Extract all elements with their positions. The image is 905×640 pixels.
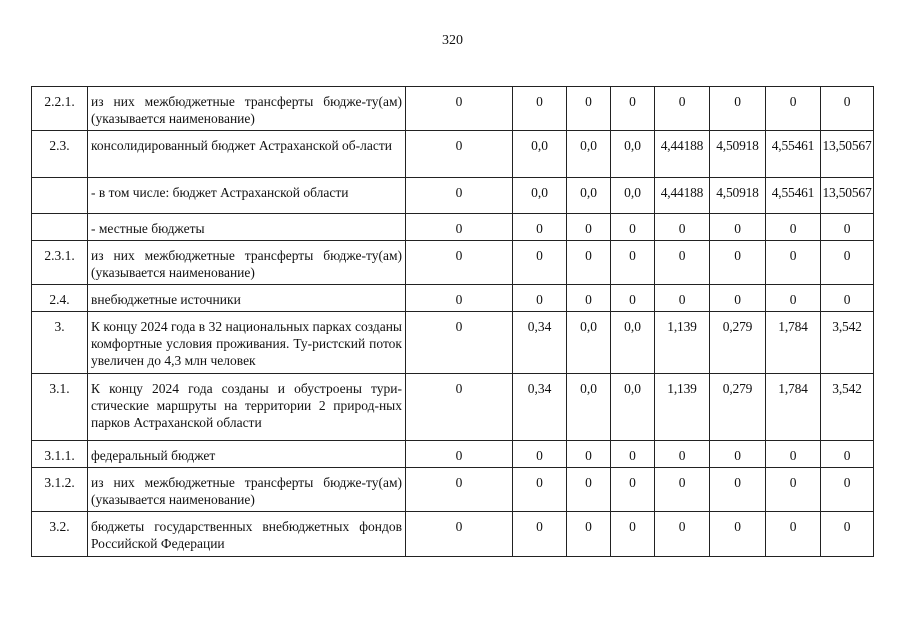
value-cell: 0 bbox=[821, 241, 874, 285]
value-cell: 0 bbox=[655, 441, 710, 468]
value-cell: 0 bbox=[655, 214, 710, 241]
value-cell: 0,0 bbox=[611, 374, 655, 441]
value-cell: 0 bbox=[655, 87, 710, 131]
value-cell: 0 bbox=[655, 512, 710, 557]
value-cell: 0 bbox=[655, 285, 710, 312]
value-cell: 4,44188 bbox=[655, 178, 710, 214]
value-cell: 0 bbox=[567, 468, 611, 512]
row-description: внебюджетные источники bbox=[88, 285, 406, 312]
value-cell: 0 bbox=[655, 468, 710, 512]
value-cell: 13,50567 bbox=[821, 131, 874, 178]
value-cell: 0 bbox=[513, 512, 567, 557]
value-cell: 0,0 bbox=[611, 131, 655, 178]
row-number: 3.2. bbox=[32, 512, 88, 557]
row-number: 3.1.1. bbox=[32, 441, 88, 468]
row-number bbox=[32, 178, 88, 214]
value-cell: 0,0 bbox=[567, 131, 611, 178]
value-cell: 0 bbox=[611, 468, 655, 512]
value-cell: 0,34 bbox=[513, 312, 567, 374]
value-cell: 13,50567 bbox=[821, 178, 874, 214]
value-cell: 0 bbox=[710, 512, 766, 557]
row-description: консолидированный бюджет Астраханской об-ласти bbox=[88, 131, 406, 178]
value-cell: 0 bbox=[766, 241, 821, 285]
value-cell: 0 bbox=[406, 312, 513, 374]
value-cell: 0 bbox=[821, 285, 874, 312]
value-cell: 0 bbox=[513, 214, 567, 241]
value-cell: 0 bbox=[513, 87, 567, 131]
row-description: - в том числе: бюджет Астраханской области bbox=[88, 178, 406, 214]
value-cell: 0 bbox=[710, 441, 766, 468]
row-number: 2.3. bbox=[32, 131, 88, 178]
value-cell: 0 bbox=[513, 441, 567, 468]
value-cell: 0 bbox=[710, 87, 766, 131]
row-description: К концу 2024 года созданы и обустроены тури-стические маршруты на территории 2 природ-ных парков Астраханской области bbox=[88, 374, 406, 441]
value-cell: 0 bbox=[766, 512, 821, 557]
value-cell: 0 bbox=[655, 241, 710, 285]
value-cell: 0 bbox=[406, 374, 513, 441]
value-cell: 0 bbox=[611, 87, 655, 131]
value-cell: 0 bbox=[567, 285, 611, 312]
row-number: 2.2.1. bbox=[32, 87, 88, 131]
value-cell: 1,139 bbox=[655, 374, 710, 441]
value-cell: 0 bbox=[406, 512, 513, 557]
value-cell: 0 bbox=[611, 512, 655, 557]
table-row bbox=[32, 441, 874, 468]
value-cell: 0 bbox=[766, 87, 821, 131]
value-cell: 0 bbox=[821, 512, 874, 557]
value-cell: 0 bbox=[567, 512, 611, 557]
value-cell: 0 bbox=[406, 131, 513, 178]
value-cell: 1,784 bbox=[766, 312, 821, 374]
row-description: из них межбюджетные трансферты бюдже-ту(ам) (указывается наименование) bbox=[88, 241, 406, 285]
value-cell: 0 bbox=[567, 87, 611, 131]
table-row bbox=[32, 285, 874, 312]
value-cell: 1,784 bbox=[766, 374, 821, 441]
value-cell: 0,0 bbox=[567, 178, 611, 214]
value-cell: 0 bbox=[513, 241, 567, 285]
table-row bbox=[32, 131, 874, 178]
row-number: 2.4. bbox=[32, 285, 88, 312]
value-cell: 4,50918 bbox=[710, 131, 766, 178]
value-cell: 0 bbox=[567, 441, 611, 468]
page-number: 320 bbox=[442, 33, 463, 48]
value-cell: 0,34 bbox=[513, 374, 567, 441]
value-cell: 0 bbox=[611, 285, 655, 312]
value-cell: 4,55461 bbox=[766, 131, 821, 178]
row-description: федеральный бюджет bbox=[88, 441, 406, 468]
row-number: 2.3.1. bbox=[32, 241, 88, 285]
value-cell: 0,0 bbox=[567, 374, 611, 441]
value-cell: 0 bbox=[406, 441, 513, 468]
value-cell: 4,50918 bbox=[710, 178, 766, 214]
value-cell: 0 bbox=[710, 241, 766, 285]
value-cell: 0 bbox=[513, 468, 567, 512]
value-cell: 0,0 bbox=[513, 131, 567, 178]
table-row bbox=[32, 468, 874, 512]
row-description: - местные бюджеты bbox=[88, 214, 406, 241]
table-row bbox=[32, 178, 874, 214]
value-cell: 0 bbox=[406, 285, 513, 312]
value-cell: 0,0 bbox=[611, 312, 655, 374]
value-cell: 0 bbox=[406, 241, 513, 285]
value-cell: 0 bbox=[406, 178, 513, 214]
value-cell: 0 bbox=[821, 441, 874, 468]
value-cell: 3,542 bbox=[821, 374, 874, 441]
value-cell: 0 bbox=[766, 441, 821, 468]
value-cell: 0 bbox=[766, 468, 821, 512]
table-row bbox=[32, 312, 874, 374]
value-cell: 0 bbox=[513, 285, 567, 312]
value-cell: 4,44188 bbox=[655, 131, 710, 178]
value-cell: 0 bbox=[406, 214, 513, 241]
value-cell: 0,0 bbox=[567, 312, 611, 374]
row-number: 3.1.2. bbox=[32, 468, 88, 512]
value-cell: 0 bbox=[567, 241, 611, 285]
value-cell: 4,55461 bbox=[766, 178, 821, 214]
value-cell: 0 bbox=[766, 214, 821, 241]
value-cell: 0 bbox=[710, 468, 766, 512]
table-row bbox=[32, 241, 874, 285]
row-description: К концу 2024 года в 32 национальных парках созданы комфортные условия проживания. Ту-ристский поток увеличен до 4,3 млн человек bbox=[88, 312, 406, 374]
value-cell: 0 bbox=[611, 241, 655, 285]
value-cell: 0,279 bbox=[710, 374, 766, 441]
value-cell: 3,542 bbox=[821, 312, 874, 374]
value-cell: 0 bbox=[821, 87, 874, 131]
value-cell: 0,0 bbox=[611, 178, 655, 214]
budget-table bbox=[31, 86, 874, 557]
value-cell: 0 bbox=[766, 285, 821, 312]
row-number bbox=[32, 214, 88, 241]
row-description: из них межбюджетные трансферты бюдже-ту(ам) (указывается наименование) bbox=[88, 468, 406, 512]
value-cell: 0 bbox=[567, 214, 611, 241]
value-cell: 1,139 bbox=[655, 312, 710, 374]
value-cell: 0,0 bbox=[513, 178, 567, 214]
row-number: 3. bbox=[32, 312, 88, 374]
table-row bbox=[32, 374, 874, 441]
value-cell: 0 bbox=[611, 441, 655, 468]
row-number: 3.1. bbox=[32, 374, 88, 441]
value-cell: 0 bbox=[611, 214, 655, 241]
row-description: бюджеты государственных внебюджетных фондов Российской Федерации bbox=[88, 512, 406, 557]
value-cell: 0 bbox=[710, 214, 766, 241]
row-description: из них межбюджетные трансферты бюдже-ту(ам) (указывается наименование) bbox=[88, 87, 406, 131]
value-cell: 0 bbox=[710, 285, 766, 312]
value-cell: 0 bbox=[821, 214, 874, 241]
table-row bbox=[32, 87, 874, 131]
value-cell: 0 bbox=[406, 87, 513, 131]
value-cell: 0 bbox=[821, 468, 874, 512]
table-row bbox=[32, 512, 874, 557]
value-cell: 0,279 bbox=[710, 312, 766, 374]
table-row bbox=[32, 214, 874, 241]
value-cell: 0 bbox=[406, 468, 513, 512]
